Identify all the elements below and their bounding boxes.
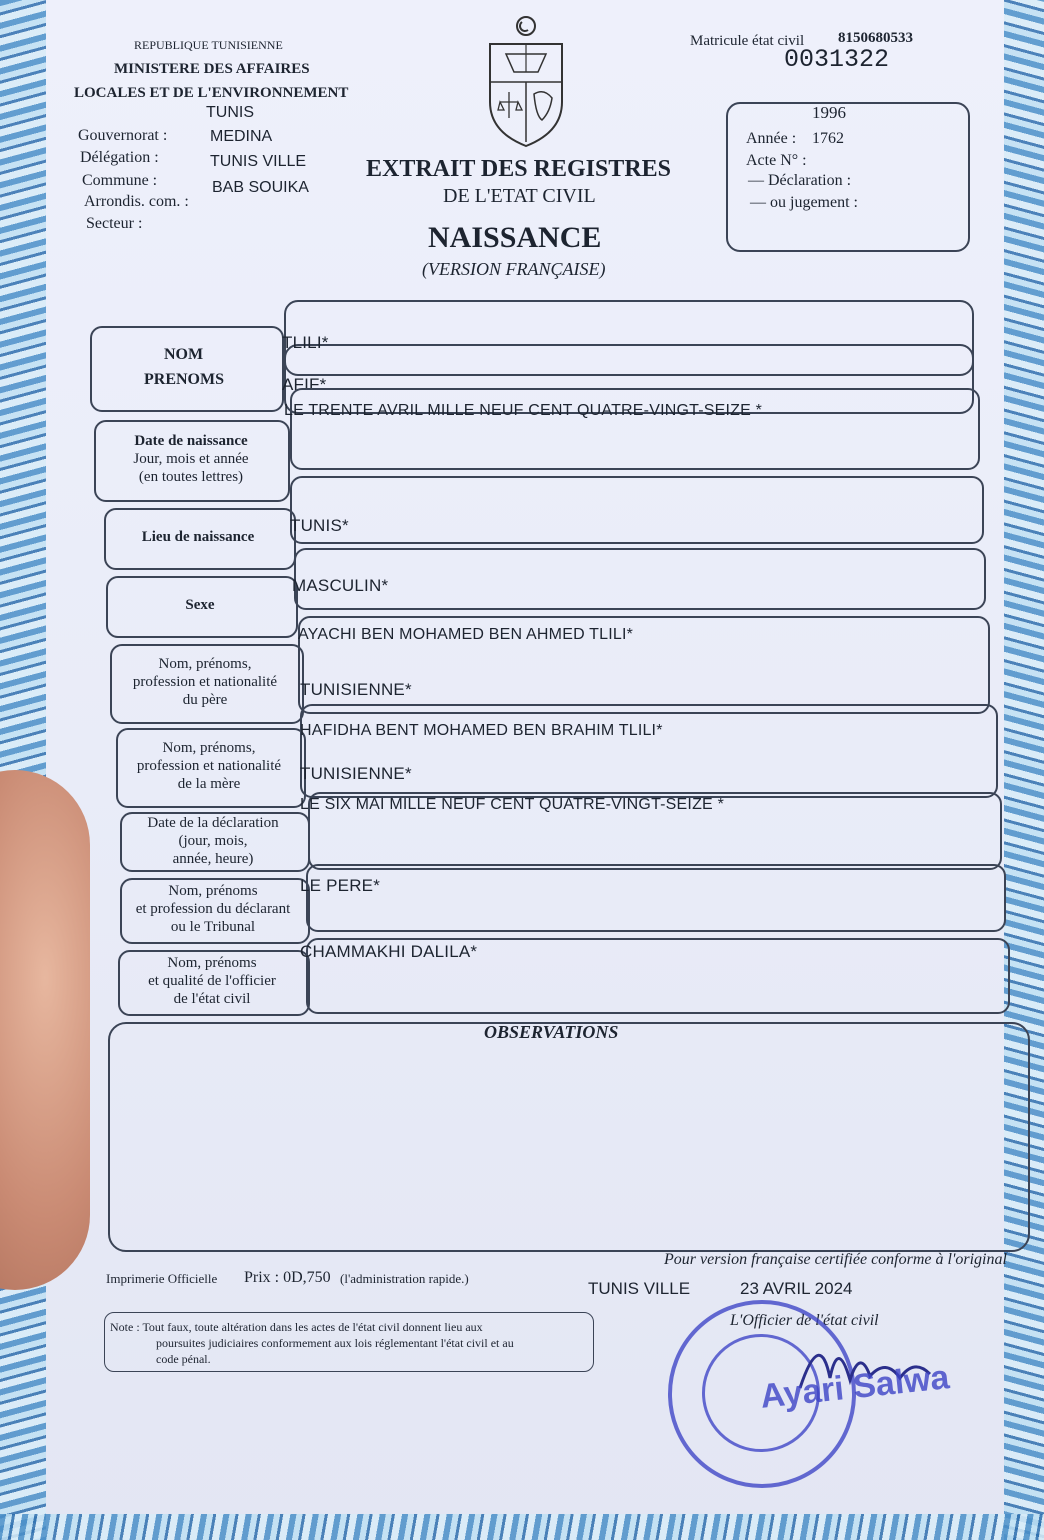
officier-label-l3: de l'état civil <box>173 991 251 1007</box>
title-line1: EXTRAIT DES REGISTRES <box>366 156 672 182</box>
note-line3: code pénal. <box>156 1352 211 1366</box>
sexe-value: MASCULIN* <box>292 576 389 595</box>
prix-label: Prix : 0D,750 <box>244 1269 331 1286</box>
ministere-line2: LOCALES ET DE L'ENVIRONNEMENT <box>74 85 349 101</box>
certifie-text: Pour version française certifiée conforme à l'original <box>664 1251 1007 1268</box>
prenoms-value: AFIF* <box>282 375 327 394</box>
delegation-label: Délégation : <box>80 149 159 166</box>
ministere-line1: MINISTERE DES AFFAIRES <box>114 61 310 77</box>
tunisia-emblem-icon <box>484 14 568 150</box>
mere-label <box>116 732 302 800</box>
signature-name: Ayari Salwa <box>758 1358 952 1416</box>
title-line2: DE L'ETAT CIVIL <box>443 185 596 207</box>
security-border-bottom <box>0 1514 1044 1540</box>
acte-value: 1762 <box>812 130 844 147</box>
prenoms-label: PRENOMS <box>144 371 224 388</box>
pere-value: AYACHI BEN MOHAMED BEN AHMED TLILI* <box>298 626 634 643</box>
annee-value: 1996 <box>812 103 846 122</box>
declarant-label-l3: ou le Tribunal <box>170 919 256 935</box>
declarant-label <box>120 880 306 938</box>
title-main: NAISSANCE <box>428 221 602 254</box>
officier-label-l2: et qualité de l'officier <box>148 973 276 989</box>
secteur-label: Secteur : <box>86 215 143 232</box>
mere-nationalite: TUNISIENNE* <box>300 764 412 783</box>
pere-label-l3: du père <box>182 692 228 708</box>
declarant-label-l1: Nom, prénoms <box>168 883 258 899</box>
prix-note: (l'administration rapide.) <box>340 1271 469 1286</box>
date-naissance-value: LE TRENTE AVRIL MILLE NEUF CENT QUATRE-VINGT-SEIZE * <box>284 402 763 419</box>
pere-label <box>110 648 300 716</box>
gouvernorat-label: Gouvernorat : <box>78 127 168 144</box>
declaration-date-label-l2: (jour, mois, <box>178 833 248 849</box>
matricule-number: 0031322 <box>784 45 890 74</box>
gouvernorat-value: TUNIS <box>206 104 254 121</box>
officier-title: L'Officier de l'état civil <box>730 1312 879 1329</box>
observations-title: OBSERVATIONS <box>484 1022 619 1042</box>
imprimerie-label: Imprimerie Officielle <box>106 1271 218 1286</box>
title-version: (VERSION FRANÇAISE) <box>422 259 606 279</box>
officier-label-l1: Nom, prénoms <box>167 955 257 971</box>
date-naissance-label <box>96 426 286 492</box>
officier-label <box>118 952 306 1010</box>
declarant-value: LE PERE* <box>300 876 381 895</box>
date-naissance-label-l3: (en toutes lettres) <box>138 469 244 485</box>
lieu-label: Lieu de naissance <box>141 529 255 545</box>
republique-label: REPUBLIQUE TUNISIENNE <box>134 38 283 52</box>
declaration-date-label <box>120 812 306 870</box>
declarant-label-l2: et profession du déclarant <box>135 901 291 917</box>
arrondis-label: Arrondis. com. : <box>84 193 189 210</box>
annee-label: Année : <box>746 130 797 147</box>
matricule-value: 8150680533 <box>838 30 913 46</box>
date-naissance-label-l1: Date de naissance <box>134 433 248 449</box>
commune-label: Commune : <box>82 172 158 189</box>
date-naissance-value-box <box>290 388 980 470</box>
declaration-date-value: LE SIX MAI MILLE NEUF CENT QUATRE-VINGT-SEIZE * <box>300 796 724 813</box>
mere-label-l3: de la mère <box>177 776 241 792</box>
pere-nationalite: TUNISIENNE* <box>300 680 412 699</box>
arrondis-value: BAB SOUIKA <box>212 179 309 196</box>
sexe-label: Sexe <box>185 597 215 613</box>
commune-value: TUNIS VILLE <box>210 153 307 170</box>
mere-label-l1: Nom, prénoms, <box>162 740 256 756</box>
note-line1: Note : Tout faux, toute altération dans les actes de l'état civil donnent lieu aux <box>110 1320 483 1334</box>
mere-label-l2: profession et nationalité <box>136 758 282 774</box>
date-delivrance: 23 AVRIL 2024 <box>740 1279 853 1298</box>
pere-label-l1: Nom, prénoms, <box>158 656 252 672</box>
observations-box <box>108 1022 1030 1252</box>
lieu-value: TUNIS* <box>290 516 349 535</box>
nom-label: NOM <box>164 346 204 363</box>
sexe-value-box <box>294 548 986 610</box>
jugement-label: — ou jugement : <box>750 194 858 211</box>
nom-value: TLILI* <box>282 333 329 352</box>
lieu-value-box <box>290 476 984 544</box>
acte-label: Acte N° : <box>746 152 807 169</box>
declaration-date-label-l1: Date de la déclaration <box>147 815 279 831</box>
pere-label-l2: profession et nationalité <box>132 674 278 690</box>
thumb-photo <box>0 770 90 1290</box>
mere-value: HAFIDHA BENT MOHAMED BEN BRAHIM TLILI* <box>300 722 663 739</box>
date-naissance-label-l2: Jour, mois et année <box>133 451 249 467</box>
delegation-value: MEDINA <box>210 128 273 145</box>
declarant-value-box <box>306 864 1006 932</box>
declaration-label: — Déclaration : <box>748 172 852 189</box>
note-line2: poursuites judiciaires conformement aux lois réglementant l'état civil et au <box>156 1336 514 1350</box>
nom-label-box <box>90 326 284 412</box>
officier-value: CHAMMAKHI DALILA* <box>300 942 478 961</box>
security-border-right <box>1004 0 1044 1540</box>
declaration-date-label-l3: année, heure) <box>172 851 254 867</box>
matricule-label: Matricule état civil <box>690 33 805 49</box>
lieu-delivrance: TUNIS VILLE <box>588 1279 691 1298</box>
